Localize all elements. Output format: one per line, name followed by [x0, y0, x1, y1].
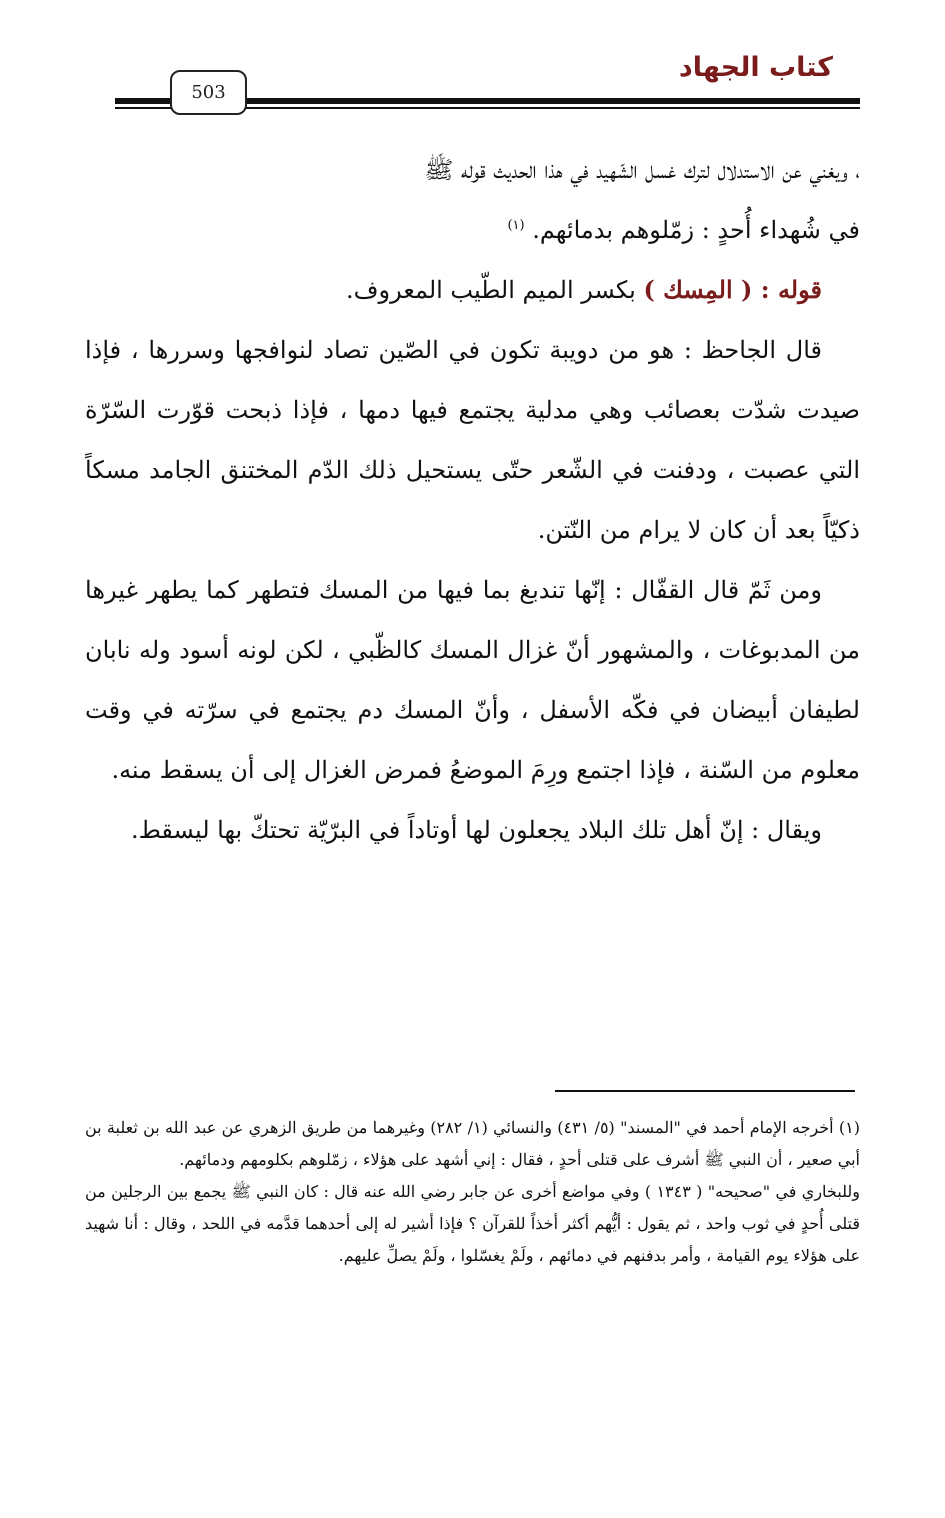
- page-number: 503: [170, 70, 247, 115]
- page-header: [0, 0, 945, 130]
- book-title: كتاب الجهاد: [678, 52, 833, 83]
- commentary-keyword: قوله : ( المِسك ): [643, 275, 822, 304]
- paragraph-2: [85, 260, 860, 320]
- footnote-1: (١) أخرجه الإمام أحمد في "المسند" (٥/ ٤٣١) والنسائي (١/ ٢٨٢) وغيرهما من طريق الزهري عن عبد الله بن ثعلبة بن أبي صعير ، أن النبي ﷺ أشرف على قتلى أحدٍ ، فقال : إني أشهد على هؤلاء ، زمّلوهم بكلومهم ودمائهم.: [85, 1118, 861, 1169]
- paragraph-4: ومن ثَمّ قال القفّال : إنّها تندبغ بما فيها من المسك فتطهر كما يطهر غيرها من المدبوغات ، والمشهور أنّ غزال المسك كالظّبي ، لكن لونه أسود وله نابان لطيفان أبيضان في فكّه الأسفل ، وأنّ المسك دم يجتمع في سرّته في وقت معلوم من السّنة ، فإذا اجتمع ورِمَ الموضعُ فمرض الغزال إلى أن يسقط منه.: [85, 576, 860, 784]
- footnotes: [85, 1112, 860, 1272]
- paragraph-1: [85, 140, 860, 260]
- paragraph-1-line-1: ، ويغني عن الاستدلال لترك غسل الشّهيد في هذا الحديث قوله ﷺ: [424, 156, 860, 184]
- footnote-1-continued: وللبخاري في "صحيحه" ( ١٣٤٣ ) وفي مواضع أخرى عن جابر رضي الله عنه قال : كان النبي ﷺ يجمع بين الرجلين من قتلى أُحدٍ في ثوب واحد ، ثم يقول : أيُّهم أكثر أخذاً للقرآن ؟ فإذا أشير له إلى أحدهما قدَّمه في اللحد ، وقال : أنا شهيد على هؤلاء يوم القيامة ، وأمر بدفنهم في دمائهم ، ولَمْ يغسّلوا ، ولَمْ يصلِّ عليهم.: [85, 1182, 860, 1265]
- paragraph-5: ويقال : إنّ أهل تلك البلاد يجعلون لها أوتاداً في البرّيّة تحتكّ بها ليسقط.: [130, 816, 822, 844]
- main-text: [85, 140, 860, 860]
- paragraph-1-line-2: في شُهداء أُحدٍ : زمّلوهم بدمائهم.: [532, 216, 860, 244]
- paragraph-3: قال الجاحظ : هو من دويبة تكون في الصّين تصاد لنوافجها وسررها ، فإذا صيدت شدّت بعصائب وهي مدلية يجتمع فيها دمها ، فإذا ذبحت قوّرت السّرّة التي عصبت ، ودفنت في الشّعر حتّى يستحيل ذلك الدّم المختنق الجامد مسكاً ذكيّاً بعد أن كان لا يرام من النّتن.: [85, 336, 860, 544]
- paragraph-2-text: بكسر الميم الطّيب المعروف.: [346, 276, 644, 304]
- footnote-divider: [555, 1090, 855, 1092]
- footnote-ref[interactable]: (١): [507, 218, 525, 233]
